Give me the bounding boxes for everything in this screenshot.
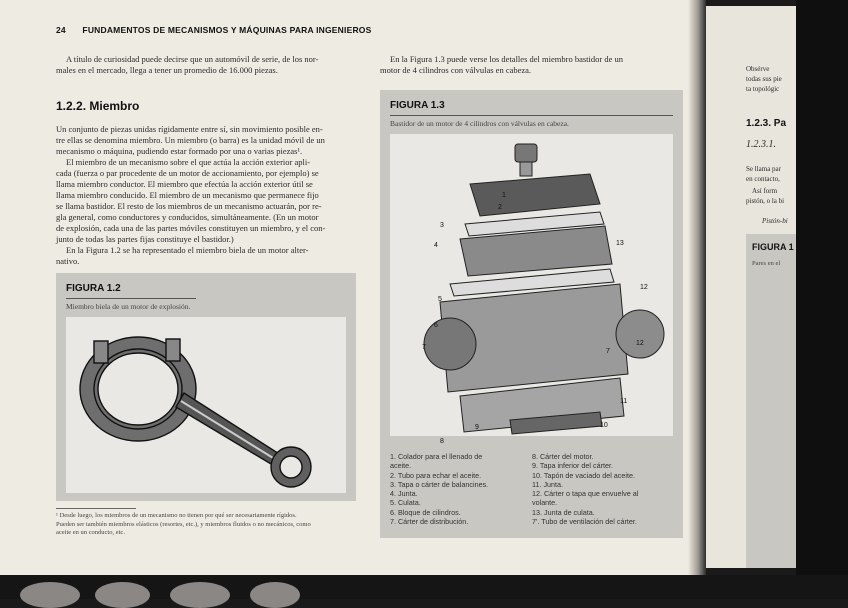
callout-number: 12 xyxy=(640,284,648,291)
footnote-line: ¹ Desde luego, los miembros de un mecanismo no tienen por qué ser necesariamente rígidos. xyxy=(56,512,297,519)
legend-item: 5. Culata. xyxy=(390,498,421,508)
legend-item: 2. Tubo para echar el aceite. xyxy=(390,470,482,480)
text-line: A título de curiosidad puede decirse que un automóvil de serie, de los nor- xyxy=(66,54,319,64)
text-line: todas sus pie xyxy=(746,75,782,83)
callout-number: 7 xyxy=(422,344,426,351)
footnote-rule xyxy=(56,508,136,509)
right-intro xyxy=(380,54,680,76)
callout-number: 13 xyxy=(616,240,624,247)
legend-item: 10. Tapón de vaciado del aceite. xyxy=(532,470,635,480)
callout-number: 8 xyxy=(440,438,444,445)
footnote xyxy=(56,512,361,538)
subsection-heading: 1.2.3.1. xyxy=(746,139,776,150)
text-line: de explosión, cada una de las partes móviles constituyen un miembro, y el con- xyxy=(56,223,326,233)
finger-shadow xyxy=(250,582,300,608)
text-line: Se llama par xyxy=(746,165,781,173)
legend-item: 6. Bloque de cilindros. xyxy=(390,507,461,517)
text-line: Pistón-bi xyxy=(762,217,788,225)
legend-right xyxy=(532,452,677,526)
figure-1-3 xyxy=(380,90,683,538)
callout-number: 10 xyxy=(600,422,608,429)
text-line: En la Figura 1.3 puede verse los detalles del miembro bastidor de un xyxy=(390,54,623,64)
legend-item: 11. Junta. xyxy=(532,479,564,489)
legend-item: aceite. xyxy=(390,461,412,471)
page-number: 24 xyxy=(56,25,66,35)
legend-item: 9. Tapa inferior del cárter. xyxy=(532,461,613,471)
connecting-rod-drawing xyxy=(66,317,346,493)
legend-item: volante. xyxy=(532,498,558,508)
legend-item: 3. Tapa o cárter de balancines. xyxy=(390,479,489,489)
text-line: males en el mercado, llega a tener un promedio de 16.000 piezas. xyxy=(56,65,278,75)
section-heading: 1.2.2. Miembro xyxy=(56,99,140,113)
text-line: gla general, como conductores y conducidos, simultáneamente. (En un motor xyxy=(56,212,319,222)
footnote-line: aceite en un conducto, etc. xyxy=(56,529,125,536)
book-title: FUNDAMENTOS DE MECANISMOS Y MÁQUINAS PARA INGENIEROS xyxy=(82,25,372,35)
legend-item: 7'. Tubo de ventilación del cárter. xyxy=(532,517,637,527)
text-line: Un conjunto de piezas unidas rígidamente entre sí, sin movimiento posible en- xyxy=(56,124,323,134)
finger-shadow xyxy=(20,582,80,608)
text-line: mecanismo o máquina, pudiendo estar formado por una o varias piezas¹. xyxy=(56,146,303,156)
callout-number: 2 xyxy=(498,204,502,211)
footnote-line: Pueden ser también miembros elásticos (resortes, etc.), y miembros fluidos o no mecánicos, como xyxy=(56,520,311,528)
callout-number: 4 xyxy=(434,242,438,249)
figure-rule xyxy=(390,115,673,116)
text-line: tre ellas se denomina miembro. Un miembro (o barra) es la unidad móvil de un xyxy=(56,135,325,145)
figure-title: FIGURA 1.3 xyxy=(390,100,445,111)
legend-item: 1. Colador para el llenado de xyxy=(390,452,483,461)
figure-title: FIGURA 1.2 xyxy=(66,283,121,294)
callout-number: 11 xyxy=(620,398,628,405)
text-line: Obsérve xyxy=(746,65,770,73)
running-head xyxy=(56,25,371,35)
legend-item: 7. Cárter de distribución. xyxy=(390,517,469,527)
left-body xyxy=(56,124,356,267)
text-line: llama miembro conducido. El miembro de un mecanismo que permanece fijo xyxy=(56,190,319,200)
callout-number: 1 xyxy=(502,192,506,199)
callout-number: 12 xyxy=(636,340,644,347)
text-line: pistón, o la bi xyxy=(746,197,785,205)
section-heading: 1.2.3. Pa xyxy=(746,118,787,129)
callout-number: 9 xyxy=(475,424,479,431)
text-line: Así form xyxy=(752,187,778,195)
legend-item: 8. Cárter del motor. xyxy=(532,452,594,461)
right-page xyxy=(706,6,796,568)
callout-number: 7 xyxy=(606,348,610,355)
text-line: se llama bastidor. El resto de los miembros de un mecanismo actuarán, por re- xyxy=(56,201,322,211)
callout-number: 6 xyxy=(434,322,438,329)
book-spine xyxy=(688,0,706,575)
text-line: nativo. xyxy=(56,256,80,266)
figure-rule xyxy=(66,298,196,299)
finger-shadow xyxy=(170,582,230,608)
left-intro xyxy=(56,54,356,76)
legend-item: 4. Junta. xyxy=(390,489,418,499)
connecting-rod-illustration xyxy=(66,317,346,493)
engine-exploded-drawing xyxy=(390,134,673,436)
text-line: en contacto, xyxy=(746,175,780,183)
callout-number: 5 xyxy=(438,296,442,303)
figure-caption: Bastidor de un motor de 4 cilindros con válvulas en cabeza. xyxy=(390,119,569,128)
figure-partial xyxy=(746,234,796,568)
text-line: junto de todas las partes fijas constituye el bastidor.) xyxy=(56,234,234,244)
text-line: El miembro de un mecanismo sobre el que actúa la acción exterior apli- xyxy=(66,157,311,167)
legend-left xyxy=(390,452,530,526)
text-line: motor de 4 cilindros con válvulas en cabeza. xyxy=(380,65,532,75)
figure-caption: Miembro biela de un motor de explosión. xyxy=(66,302,191,311)
figure-1-2 xyxy=(56,273,356,501)
finger-shadow xyxy=(95,582,150,608)
callout-number: 3 xyxy=(440,222,444,229)
dark-background xyxy=(796,0,848,575)
legend-item: 12. Cárter o tapa que envuelve al xyxy=(532,489,639,499)
legend-item: 13. Junta de culata. xyxy=(532,507,595,517)
text-line: llama miembro conductor. El miembro que efectúa la acción exterior útil se xyxy=(56,179,313,189)
text-line: En la Figura 1.2 se ha representado el miembro biela de un motor alter- xyxy=(66,245,309,255)
text-line: cada (fuerza o par procedente de un motor de accionamiento, por ejemplo) se xyxy=(56,168,319,178)
text-line: ta topológic xyxy=(746,85,780,93)
figure-caption: Pares en el xyxy=(752,260,781,267)
engine-block-illustration xyxy=(390,134,673,445)
figure-title: FIGURA 1 xyxy=(752,242,794,252)
